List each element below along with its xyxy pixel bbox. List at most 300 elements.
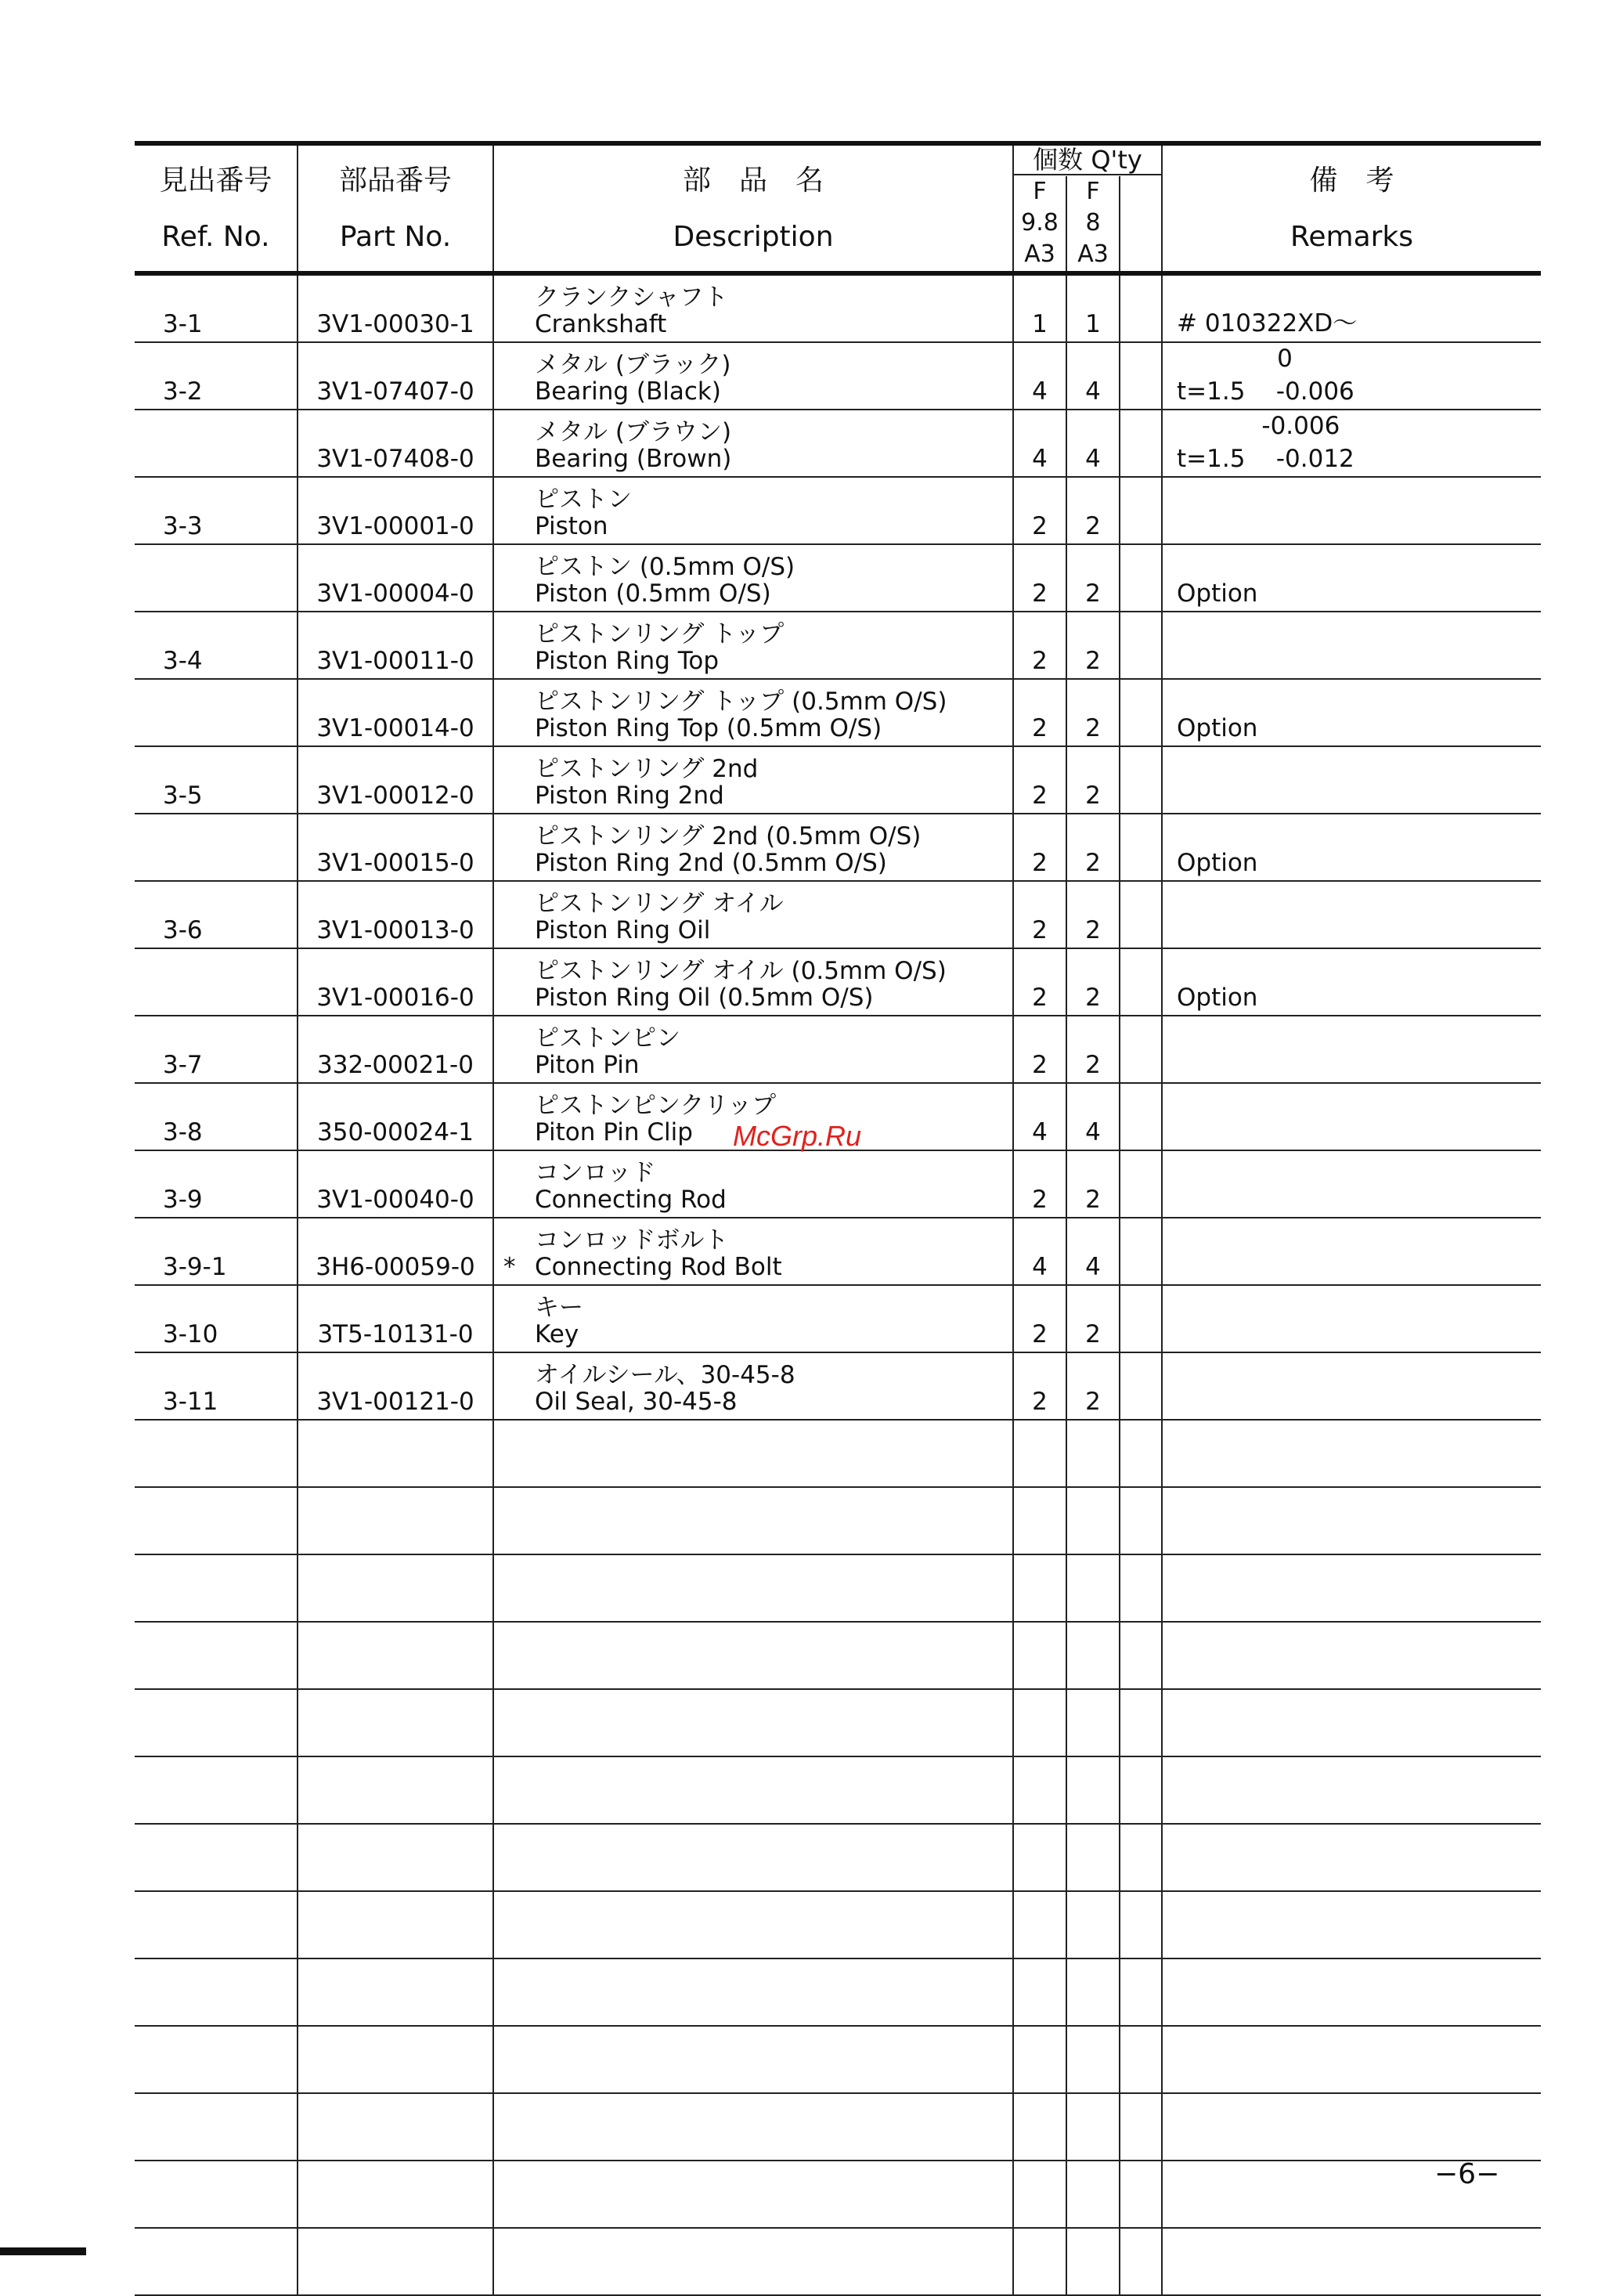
cell-part-no [298,1487,493,1554]
cell-qty-f98a3 [1013,273,1066,342]
cell-description [493,1150,1013,1218]
remarks-line2: Option [1177,984,1258,1012]
cell-description [493,1487,1013,1554]
qty-value: 2 [1032,916,1048,944]
cell-remarks [1162,1487,1541,1554]
description-en: Piston (0.5mm O/S) [535,579,771,608]
cell-qty-f98a3 [1013,1285,1066,1352]
cell-remarks [1162,1824,1541,1891]
cell-part-no [298,881,493,948]
cell-part-no [298,544,493,612]
qty-value: 2 [1085,579,1101,608]
qty-col2-line1: F [1086,177,1100,205]
cell-part-no [298,2026,493,2093]
cell-qty-blank [1120,814,1162,881]
cell-qty-blank [1120,1958,1162,2026]
table-row [135,1824,1541,1891]
scan-edge-mark [0,2247,86,2255]
table-row [135,1958,1541,2026]
qty-col1-line1: F [1033,177,1047,205]
header-ref-en: Ref. No. [161,221,270,253]
cell-qty-blank [1120,2228,1162,2295]
description-en: Bearing (Black) [535,377,721,406]
header-qty [1013,143,1162,176]
cell-qty-blank [1120,1487,1162,1554]
description-en: Piston Ring Top (0.5mm O/S) [535,714,882,742]
cell-ref-no [135,2228,298,2295]
table-row [135,1285,1541,1352]
parts-list-sheet [135,141,1541,2296]
cell-description [493,1622,1013,1689]
cell-ref-no [135,2161,298,2228]
cell-qty-f98a3 [1013,1487,1066,1554]
cell-ref-no [135,544,298,612]
cell-remarks [1162,1218,1541,1285]
ref-no: 3-8 [163,1118,203,1146]
cell-qty-blank [1120,1824,1162,1891]
cell-remarks [1162,1285,1541,1352]
parts-table [135,141,1541,2296]
cell-description [493,679,1013,746]
qty-col2-line2: 8 [1085,208,1101,236]
cell-description [493,948,1013,1016]
cell-description [493,1285,1013,1352]
ref-no: 3-9-1 [163,1253,227,1281]
page-number: −6− [1434,2158,1500,2190]
ref-no: 3-1 [163,310,203,338]
cell-description [493,2228,1013,2295]
description-jp: メタル (ブラック) [535,351,731,379]
cell-remarks [1162,1150,1541,1218]
cell-ref-no [135,1689,298,1756]
qty-value: 2 [1085,1320,1101,1348]
header-remarks-jp: 備 考 [1309,164,1394,197]
cell-description [493,273,1013,342]
table-row [135,1554,1541,1622]
cell-part-no [298,1824,493,1891]
cell-qty-f98a3 [1013,2228,1066,2295]
cell-remarks [1162,544,1541,612]
table-row [135,746,1541,814]
cell-qty-f98a3 [1013,881,1066,948]
table-row [135,1420,1541,1487]
cell-description [493,342,1013,410]
cell-description [493,1420,1013,1487]
cell-qty-f8a3 [1066,679,1120,746]
cell-part-no [298,1150,493,1218]
header-part-en: Part No. [339,221,452,253]
cell-qty-f8a3 [1066,1285,1120,1352]
ref-no: 3-4 [163,647,203,675]
table-row [135,2026,1541,2093]
description-en: Bearing (Brown) [535,445,732,473]
table-row [135,1487,1541,1554]
part-no: 3V1-00016-0 [316,984,474,1012]
table-header [135,143,1541,273]
part-no: 3T5-10131-0 [317,1320,474,1348]
cell-qty-blank [1120,2093,1162,2161]
cell-qty-blank [1120,1352,1162,1420]
description-jp: メタル (ブラウン) [535,418,732,446]
qty-value: 2 [1085,1051,1101,1079]
qty-value: 2 [1085,714,1101,742]
qty-value: 2 [1032,1320,1048,1348]
cell-part-no [298,1285,493,1352]
cell-qty-blank [1120,679,1162,746]
ref-no: 3-11 [163,1388,218,1416]
part-no: 3V1-00004-0 [316,579,474,608]
cell-description [493,1689,1013,1756]
cell-remarks [1162,1016,1541,1083]
ref-no: 3-6 [163,916,203,944]
description-en: Piston Ring Oil (0.5mm O/S) [535,984,874,1012]
description-jp: ピストンピン [535,1024,680,1052]
cell-remarks [1162,1420,1541,1487]
description-jp: ピストン [535,486,632,514]
cell-description [493,814,1013,881]
cell-description [493,544,1013,612]
cell-ref-no [135,948,298,1016]
cell-qty-f98a3 [1013,1554,1066,1622]
cell-qty-blank [1120,2161,1162,2228]
table-row [135,1622,1541,1689]
cell-qty-f8a3 [1066,2228,1120,2295]
qty-value: 2 [1085,1186,1101,1214]
cell-qty-f98a3 [1013,612,1066,679]
cell-qty-f98a3 [1013,2161,1066,2228]
qty-value: 2 [1085,647,1101,675]
table-row [135,1352,1541,1420]
cell-ref-no [135,342,298,410]
cell-qty-blank [1120,881,1162,948]
cell-remarks [1162,477,1541,544]
cell-qty-f8a3 [1066,1420,1120,1487]
cell-part-no [298,2093,493,2161]
qty-value: 4 [1085,1118,1101,1146]
ref-no: 3-3 [163,512,203,540]
cell-ref-no [135,1958,298,2026]
cell-description [493,2026,1013,2093]
table-body [135,273,1541,2295]
cell-part-no [298,746,493,814]
ref-no: 3-10 [163,1320,218,1348]
cell-qty-f8a3 [1066,1218,1120,1285]
part-no: 3V1-00015-0 [316,849,474,877]
cell-ref-no [135,1554,298,1622]
table-row [135,814,1541,881]
cell-qty-f98a3 [1013,1218,1066,1285]
qty-value: 2 [1085,849,1101,877]
cell-ref-no [135,477,298,544]
cell-description [493,1891,1013,1958]
cell-qty-blank [1120,410,1162,477]
cell-qty-f8a3 [1066,1150,1120,1218]
cell-remarks [1162,342,1541,410]
remarks-line2: Option [1177,579,1258,608]
cell-qty-blank [1120,1891,1162,1958]
cell-ref-no [135,1285,298,1352]
cell-description [493,410,1013,477]
ref-no: 3-5 [163,782,203,810]
cell-part-no [298,1622,493,1689]
ref-no: 3-7 [163,1051,203,1079]
table-row [135,273,1541,342]
cell-qty-f98a3 [1013,746,1066,814]
cell-qty-f98a3 [1013,1689,1066,1756]
qty-col2-line3: A3 [1077,240,1109,268]
qty-value: 4 [1085,1253,1101,1281]
cell-qty-f8a3 [1066,544,1120,612]
remarks-line2: # 010322XD～ [1177,309,1358,338]
watermark: McGrp.Ru [733,1120,862,1152]
part-no: 3V1-00001-0 [316,512,474,540]
cell-qty-f8a3 [1066,948,1120,1016]
cell-description [493,2161,1013,2228]
header-part-jp: 部品番号 [338,164,452,197]
table-row [135,1756,1541,1824]
header-ref-jp: 見出番号 [159,164,272,197]
part-no: 3V1-00013-0 [316,916,474,944]
cell-qty-f98a3 [1013,410,1066,477]
cell-description [493,2093,1013,2161]
header-remarks [1162,143,1541,273]
cell-remarks [1162,679,1541,746]
cell-qty-f8a3 [1066,1756,1120,1824]
table-row [135,2228,1541,2295]
cell-part-no [298,342,493,410]
cell-qty-f8a3 [1066,612,1120,679]
cell-part-no [298,1352,493,1420]
qty-value: 1 [1085,310,1101,338]
cell-ref-no [135,1352,298,1420]
cell-qty-f98a3 [1013,1622,1066,1689]
cell-ref-no [135,1824,298,1891]
description-jp: ピストンリング トップ [535,620,785,648]
cell-remarks [1162,814,1541,881]
qty-value: 2 [1032,984,1048,1012]
table-row [135,881,1541,948]
header-qty-f8a3 [1066,176,1120,274]
cell-remarks [1162,948,1541,1016]
cell-qty-blank [1120,1420,1162,1487]
cell-description [493,1554,1013,1622]
cell-qty-f8a3 [1066,342,1120,410]
description-en: Piston Ring Top [535,647,720,675]
table-row [135,679,1541,746]
cell-qty-f98a3 [1013,679,1066,746]
cell-ref-no [135,1622,298,1689]
cell-remarks [1162,273,1541,342]
description-jp: クランクシャフト [535,283,728,312]
cell-remarks [1162,2228,1541,2295]
description-jp: ピストンリング オイル (0.5mm O/S) [535,957,947,985]
cell-qty-blank [1120,746,1162,814]
description-en: Piton Pin Clip [535,1118,693,1146]
cell-qty-f8a3 [1066,2026,1120,2093]
header-desc-en: Description [673,221,834,253]
description-jp: ピストンピンクリップ [535,1092,777,1120]
part-no: 3V1-00121-0 [316,1388,474,1416]
cell-qty-f8a3 [1066,1352,1120,1420]
cell-qty-blank [1120,1218,1162,1285]
table-row [135,1689,1541,1756]
qty-value: 4 [1032,1253,1048,1281]
cell-part-no [298,2228,493,2295]
cell-qty-f98a3 [1013,477,1066,544]
table-row [135,544,1541,612]
qty-value: 4 [1085,445,1101,473]
cell-description [493,1016,1013,1083]
ref-no: 3-2 [163,377,203,406]
cell-part-no [298,1218,493,1285]
cell-qty-blank [1120,2026,1162,2093]
table-row [135,612,1541,679]
part-no: 350-00024-1 [317,1118,474,1146]
cell-qty-blank [1120,544,1162,612]
qty-value: 4 [1085,377,1101,406]
qty-col1-line2: 9.8 [1021,208,1059,236]
qty-value: 4 [1032,377,1048,406]
part-no: 3V1-07407-0 [316,377,474,406]
table-row [135,1891,1541,1958]
cell-qty-f8a3 [1066,410,1120,477]
description-en: Piston [535,512,608,540]
header-desc-jp: 部 品 名 [682,164,824,197]
cell-part-no [298,948,493,1016]
cell-qty-f98a3 [1013,1824,1066,1891]
cell-qty-f8a3 [1066,1622,1120,1689]
cell-qty-f98a3 [1013,1150,1066,1218]
table-row [135,342,1541,410]
cell-qty-f98a3 [1013,2026,1066,2093]
cell-part-no [298,1420,493,1487]
cell-qty-f98a3 [1013,1352,1066,1420]
cell-remarks [1162,746,1541,814]
qty-value: 2 [1032,1388,1048,1416]
cell-ref-no [135,1420,298,1487]
cell-ref-no [135,746,298,814]
description-en: Connecting Rod Bolt [535,1253,782,1281]
description-en: Piston Ring Oil [535,916,711,944]
part-no: 3V1-00011-0 [316,647,474,675]
cell-qty-f98a3 [1013,1016,1066,1083]
cell-ref-no [135,1218,298,1285]
cell-remarks [1162,2093,1541,2161]
cell-ref-no [135,410,298,477]
qty-value: 2 [1032,647,1048,675]
cell-remarks [1162,1083,1541,1150]
part-no: 3V1-00012-0 [316,782,474,810]
qty-value: 2 [1032,1051,1048,1079]
cell-part-no [298,2161,493,2228]
cell-qty-f8a3 [1066,1083,1120,1150]
cell-qty-f98a3 [1013,1756,1066,1824]
header-description [493,143,1013,273]
cell-qty-blank [1120,1150,1162,1218]
qty-col1-line3: A3 [1024,240,1055,268]
cell-remarks [1162,612,1541,679]
cell-part-no [298,1891,493,1958]
qty-value: 4 [1032,445,1048,473]
cell-ref-no [135,612,298,679]
cell-qty-f98a3 [1013,2093,1066,2161]
cell-remarks [1162,1891,1541,1958]
cell-description [493,881,1013,948]
cell-part-no [298,273,493,342]
cell-qty-blank [1120,477,1162,544]
cell-ref-no [135,2026,298,2093]
part-no: 3V1-00030-1 [316,310,474,338]
header-qty-title: 個数 Q'ty [1014,146,1161,175]
cell-qty-f8a3 [1066,1016,1120,1083]
cell-qty-blank [1120,1016,1162,1083]
table-row [135,1150,1541,1218]
qty-value: 2 [1085,984,1101,1012]
cell-qty-f98a3 [1013,1083,1066,1150]
cell-part-no [298,679,493,746]
table-row [135,2161,1541,2228]
cell-qty-f8a3 [1066,1824,1120,1891]
cell-remarks [1162,1352,1541,1420]
cell-description [493,1756,1013,1824]
cell-ref-no [135,1016,298,1083]
cell-part-no [298,612,493,679]
table-row [135,2093,1541,2161]
cell-ref-no [135,1891,298,1958]
cell-remarks [1162,1958,1541,2026]
cell-ref-no [135,679,298,746]
part-no: 3V1-07408-0 [316,445,474,473]
cell-qty-blank [1120,948,1162,1016]
cell-qty-blank [1120,273,1162,342]
cell-part-no [298,410,493,477]
header-part-no [298,143,493,273]
cell-description [493,1824,1013,1891]
qty-value: 2 [1032,579,1048,608]
description-jp: ピストン (0.5mm O/S) [535,553,795,581]
cell-qty-f98a3 [1013,814,1066,881]
description-en: Oil Seal, 30-45-8 [535,1388,738,1416]
description-en: Piston Ring 2nd (0.5mm O/S) [535,849,887,877]
cell-description [493,1218,1013,1285]
cell-part-no [298,477,493,544]
description-jp: ピストンリング 2nd (0.5mm O/S) [535,822,922,850]
qty-value: 2 [1032,1186,1048,1214]
cell-ref-no [135,1150,298,1218]
description-en: Piton Pin [535,1051,640,1079]
remarks-line2: t=1.5 -0.006 [1177,377,1354,406]
cell-remarks [1162,1756,1541,1824]
qty-value: 4 [1032,1118,1048,1146]
description-jp: コンロッドボルト [535,1226,729,1254]
header-ref-no [135,143,298,273]
cell-qty-blank [1120,1756,1162,1824]
table-row [135,477,1541,544]
description-jp: キー [535,1294,583,1322]
part-no: 3V1-00040-0 [316,1186,474,1214]
remarks-line2: t=1.5 -0.012 [1177,445,1354,473]
part-no: 3V1-00014-0 [316,714,474,742]
header-remarks-en: Remarks [1290,221,1414,253]
table-row [135,948,1541,1016]
cell-part-no [298,1016,493,1083]
cell-qty-f8a3 [1066,273,1120,342]
cell-qty-f98a3 [1013,544,1066,612]
cell-qty-f8a3 [1066,477,1120,544]
cell-ref-no [135,273,298,342]
cell-ref-no [135,1083,298,1150]
description-jp: オイルシール、30-45-8 [535,1361,795,1389]
